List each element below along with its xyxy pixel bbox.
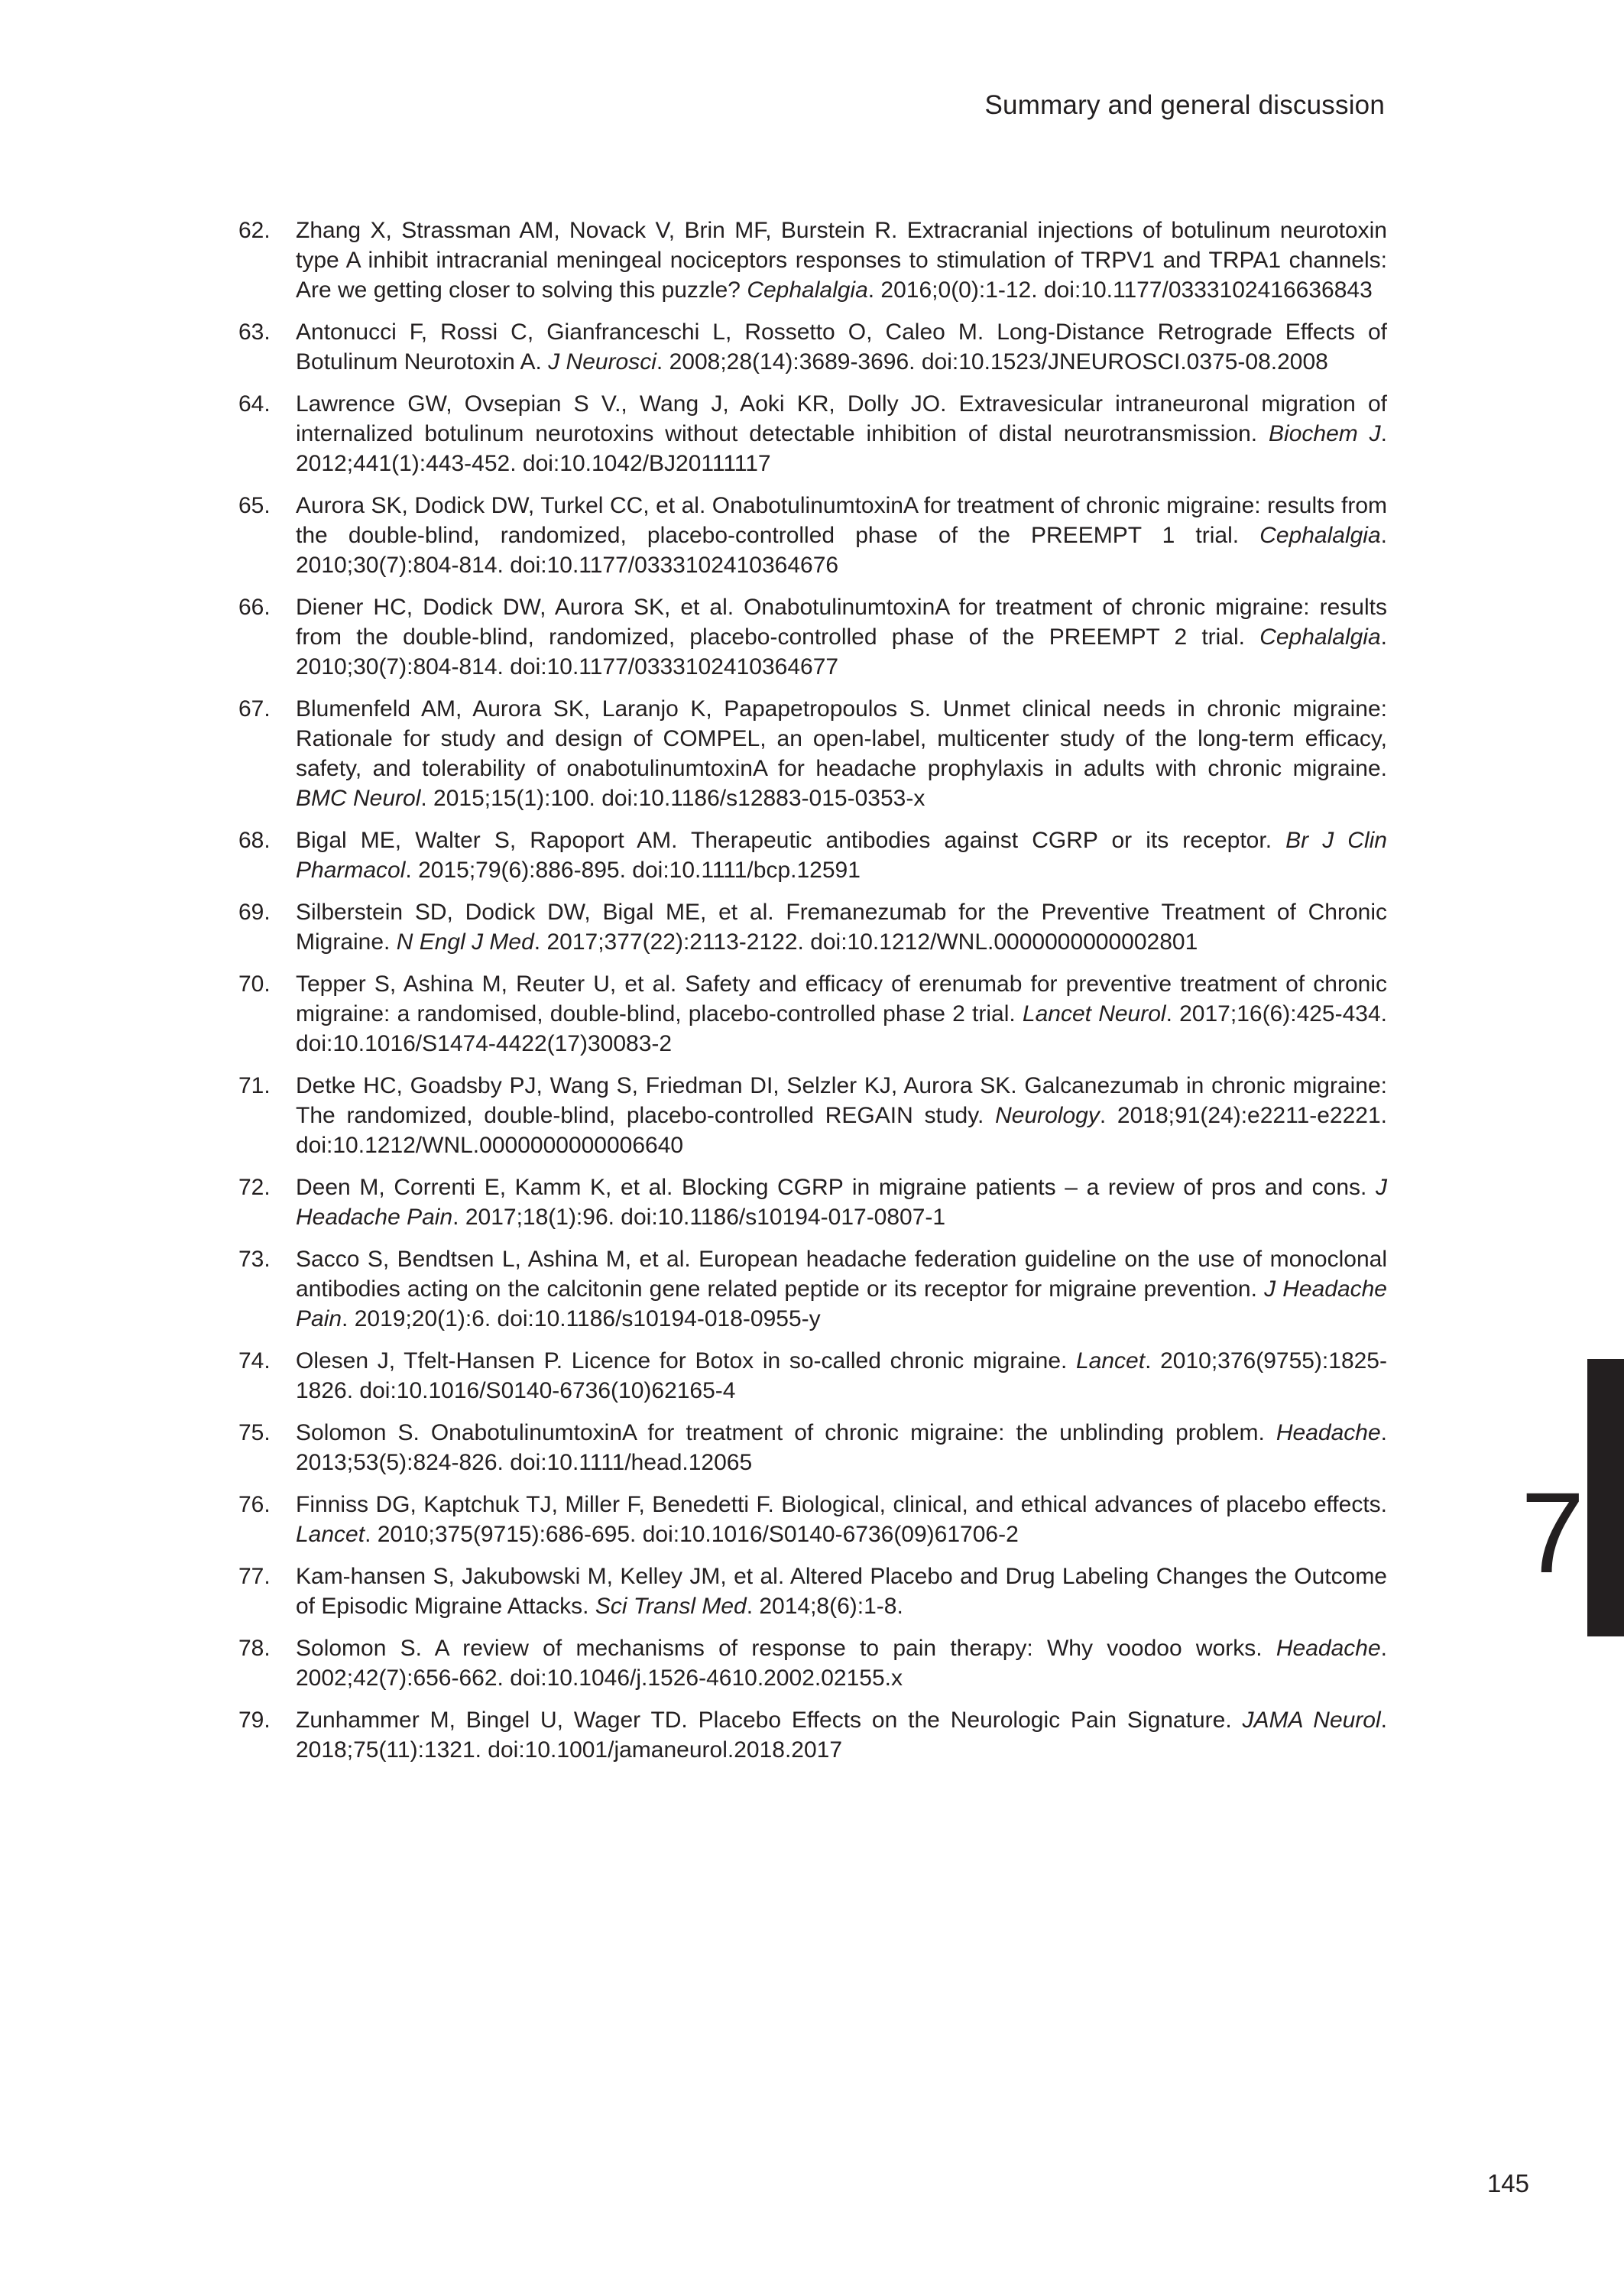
reference-number: 62. <box>238 218 271 243</box>
reference-number: 74. <box>238 1348 271 1374</box>
journal-title: JAMA Neurol <box>1242 1708 1381 1733</box>
reference-number: 79. <box>238 1708 271 1733</box>
reference-number: 76. <box>238 1492 271 1517</box>
reference-item <box>238 1172 1387 1232</box>
journal-title: J Headache Pain <box>296 1276 1387 1331</box>
reference-item <box>238 897 1387 957</box>
reference-text <box>296 1247 1387 1331</box>
reference-number: 77. <box>238 1564 271 1589</box>
reference-number: 75. <box>238 1420 271 1445</box>
reference-list <box>238 216 1387 1777</box>
reference-text <box>296 1175 1387 1230</box>
chapter-tab-marker <box>1587 1359 1624 1636</box>
journal-title: Br J Clin Pharmacol <box>296 828 1387 883</box>
reference-segment: Finniss DG, Kaptchuk TJ, Miller F, Benedetti F. Biological, clinical, and ethical advances of placebo effects. <box>296 1492 1387 1517</box>
reference-text <box>296 1348 1387 1403</box>
reference-item <box>238 825 1387 885</box>
reference-segment: . 2013;53(5):824-826. doi:10.1111/head.12065 <box>296 1420 1387 1475</box>
reference-text <box>296 900 1387 955</box>
reference-item <box>238 389 1387 478</box>
reference-text <box>296 319 1387 375</box>
reference-segment: . 2017;16(6):425-434. doi:10.1016/S1474-4422(17)30083-2 <box>296 1001 1387 1056</box>
reference-number: 64. <box>238 391 271 417</box>
reference-item <box>238 1418 1387 1477</box>
journal-title: Headache <box>1276 1636 1381 1661</box>
reference-number: 65. <box>238 493 271 518</box>
journal-title: Cephalalgia <box>747 277 868 303</box>
reference-item <box>238 1244 1387 1334</box>
reference-item <box>238 969 1387 1059</box>
chapter-number: 7 <box>1521 1468 1585 1597</box>
reference-item <box>238 1346 1387 1406</box>
reference-text <box>296 971 1387 1056</box>
reference-segment: . 2017;18(1):96. doi:10.1186/s10194-017-0807-1 <box>452 1205 946 1230</box>
running-head: Summary and general discussion <box>984 90 1385 120</box>
reference-item <box>238 592 1387 682</box>
reference-segment: Bigal ME, Walter S, Rapoport AM. Therapeutic antibodies against CGRP or its receptor. <box>296 828 1286 853</box>
reference-segment: . 2008;28(14):3689-3696. doi:10.1523/JNEUROSCI.0375-08.2008 <box>656 349 1328 375</box>
reference-text <box>296 218 1387 303</box>
reference-segment: Olesen J, Tfelt-Hansen P. Licence for Botox in so-called chronic migraine. <box>296 1348 1076 1374</box>
reference-segment: . 2016;0(0):1-12. doi:10.1177/0333102416636843 <box>867 277 1373 303</box>
reference-segment: Deen M, Correnti E, Kamm K, et al. Blocking CGRP in migraine patients – a review of pros and cons. <box>296 1175 1376 1200</box>
reference-number: 67. <box>238 696 271 722</box>
reference-number: 66. <box>238 595 271 620</box>
reference-text <box>296 1636 1387 1691</box>
reference-item <box>238 216 1387 305</box>
journal-title: Headache <box>1276 1420 1381 1445</box>
reference-segment: . 2018;91(24):e2211-e2221. doi:10.1212/WNL.0000000000006640 <box>296 1103 1388 1158</box>
reference-segment: Detke HC, Goadsby PJ, Wang S, Friedman DI, Selzler KJ, Aurora SK. Galcanezumab in chronic migraine: The randomized, double-blind, placebo-controlled REGAIN study. <box>296 1073 1387 1128</box>
reference-segment: Kam-hansen S, Jakubowski M, Kelley JM, et al. Altered Placebo and Drug Labeling Changes the Outcome of Episodic Migraine Attacks. <box>296 1564 1387 1619</box>
reference-segment: Diener HC, Dodick DW, Aurora SK, et al. OnabotulinumtoxinA for treatment of chronic migraine: results from the double-blind, randomized, placebo-controlled phase of the PREEMPT 2 trial. <box>296 595 1387 650</box>
reference-segment: . 2014;8(6):1-8. <box>746 1594 903 1619</box>
reference-item <box>238 1490 1387 1549</box>
reference-item <box>238 1071 1387 1160</box>
reference-number: 72. <box>238 1175 271 1200</box>
reference-number: 68. <box>238 828 271 853</box>
journal-title: Cephalalgia <box>1259 523 1381 548</box>
reference-segment: Sacco S, Bendtsen L, Ashina M, et al. European headache federation guideline on the use of monoclonal antibodies acting on the calcitonin gene related peptide or its receptor for migraine prevention. <box>296 1247 1387 1302</box>
journal-title: BMC Neurol <box>296 786 421 811</box>
journal-title: Cephalalgia <box>1259 624 1381 650</box>
reference-text <box>296 595 1387 679</box>
reference-text <box>296 1492 1387 1547</box>
reference-segment: Antonucci F, Rossi C, Gianfranceschi L, Rossetto O, Caleo M. Long-Distance Retrograde Effects of Botulinum Neurotoxin A. <box>296 319 1387 375</box>
reference-segment: . 2010;375(9715):686-695. doi:10.1016/S0140-6736(09)61706-2 <box>365 1522 1019 1547</box>
reference-segment: Lawrence GW, Ovsepian S V., Wang J, Aoki KR, Dolly JO. Extravesicular intraneuronal migration of internalized botulinum neurotoxins without detectable inhibition of distal neurotransmission. <box>296 391 1387 446</box>
journal-title: J Neurosci <box>548 349 656 375</box>
reference-segment: Blumenfeld AM, Aurora SK, Laranjo K, Papapetropoulos S. Unmet clinical needs in chronic migraine: Rationale for study and design of COMPEL, an open-label, multicenter study of the long-term efficacy, safety, and tolerability of onabotulinumtoxinA for headache prophylaxis in adults with chronic migraine. <box>296 696 1387 781</box>
journal-title: Lancet <box>296 1522 365 1547</box>
journal-title: Sci Transl Med <box>595 1594 747 1619</box>
reference-text <box>296 696 1387 811</box>
reference-segment: . 2012;441(1):443-452. doi:10.1042/BJ20111117 <box>296 421 1387 476</box>
journal-title: Lancet Neurol <box>1022 1001 1166 1026</box>
reference-segment: Tepper S, Ashina M, Reuter U, et al. Safety and efficacy of erenumab for preventive treatment of chronic migraine: a randomised, double-blind, placebo-controlled phase 2 trial. <box>296 971 1387 1026</box>
reference-text <box>296 493 1387 578</box>
reference-item <box>238 491 1387 580</box>
reference-segment: Silberstein SD, Dodick DW, Bigal ME, et al. Fremanezumab for the Preventive Treatment of Chronic Migraine. <box>296 900 1387 955</box>
reference-segment: . 2002;42(7):656-662. doi:10.1046/j.1526-4610.2002.02155.x <box>296 1636 1387 1691</box>
journal-title: Lancet <box>1076 1348 1146 1374</box>
reference-segment: . 2017;377(22):2113-2122. doi:10.1212/WNL.0000000000002801 <box>533 929 1198 955</box>
reference-item <box>238 1562 1387 1621</box>
reference-text <box>296 391 1387 476</box>
reference-text <box>296 1420 1387 1475</box>
reference-item <box>238 1633 1387 1693</box>
reference-segment: Solomon S. OnabotulinumtoxinA for treatment of chronic migraine: the unblinding problem. <box>296 1420 1276 1445</box>
reference-number: 70. <box>238 971 271 997</box>
reference-text <box>296 1708 1387 1763</box>
reference-segment: Solomon S. A review of mechanisms of response to pain therapy: Why voodoo works. <box>296 1636 1276 1661</box>
reference-segment: Zunhammer M, Bingel U, Wager TD. Placebo Effects on the Neurologic Pain Signature. <box>296 1708 1243 1733</box>
reference-number: 73. <box>238 1247 271 1272</box>
journal-title: N Engl J Med <box>396 929 534 955</box>
reference-number: 63. <box>238 319 271 345</box>
reference-item <box>238 1705 1387 1765</box>
reference-segment: Zhang X, Strassman AM, Novack V, Brin MF, Burstein R. Extracranial injections of botulinum neurotoxin type A inhibit intracranial meningeal nociceptors responses to stimulation of TRPV1 and TRPA1 channels: Are we getting closer to solving this puzzle? <box>296 218 1387 303</box>
reference-text <box>296 1073 1387 1158</box>
reference-text <box>296 828 1387 883</box>
reference-segment: . 2015;79(6):886-895. doi:10.1111/bcp.12591 <box>405 858 861 883</box>
reference-segment: . 2010;30(7):804-814. doi:10.1177/0333102410364676 <box>296 523 1387 578</box>
reference-segment: . 2019;20(1):6. doi:10.1186/s10194-018-0955-y <box>342 1306 821 1331</box>
reference-segment: . 2018;75(11):1321. doi:10.1001/jamaneurol.2018.2017 <box>296 1708 1387 1763</box>
page-number: 145 <box>1486 2169 1529 2197</box>
reference-segment: . 2015;15(1):100. doi:10.1186/s12883-015-0353-x <box>420 786 925 811</box>
reference-number: 69. <box>238 900 271 925</box>
reference-segment: Aurora SK, Dodick DW, Turkel CC, et al. OnabotulinumtoxinA for treatment of chronic migraine: results from the double-blind, randomized, placebo-controlled phase of the PREEMPT 1 trial. <box>296 493 1387 548</box>
reference-item <box>238 317 1387 377</box>
reference-segment: . 2010;30(7):804-814. doi:10.1177/0333102410364677 <box>296 624 1387 679</box>
reference-segment: . 2010;376(9755):1825-1826. doi:10.1016/S0140-6736(10)62165-4 <box>296 1348 1387 1403</box>
reference-text <box>296 1564 1387 1619</box>
reference-number: 78. <box>238 1636 271 1661</box>
journal-title: Biochem J <box>1269 421 1381 446</box>
journal-title: Neurology <box>995 1103 1100 1128</box>
reference-number: 71. <box>238 1073 271 1098</box>
journal-title: J Headache Pain <box>296 1175 1387 1230</box>
reference-item <box>238 694 1387 813</box>
